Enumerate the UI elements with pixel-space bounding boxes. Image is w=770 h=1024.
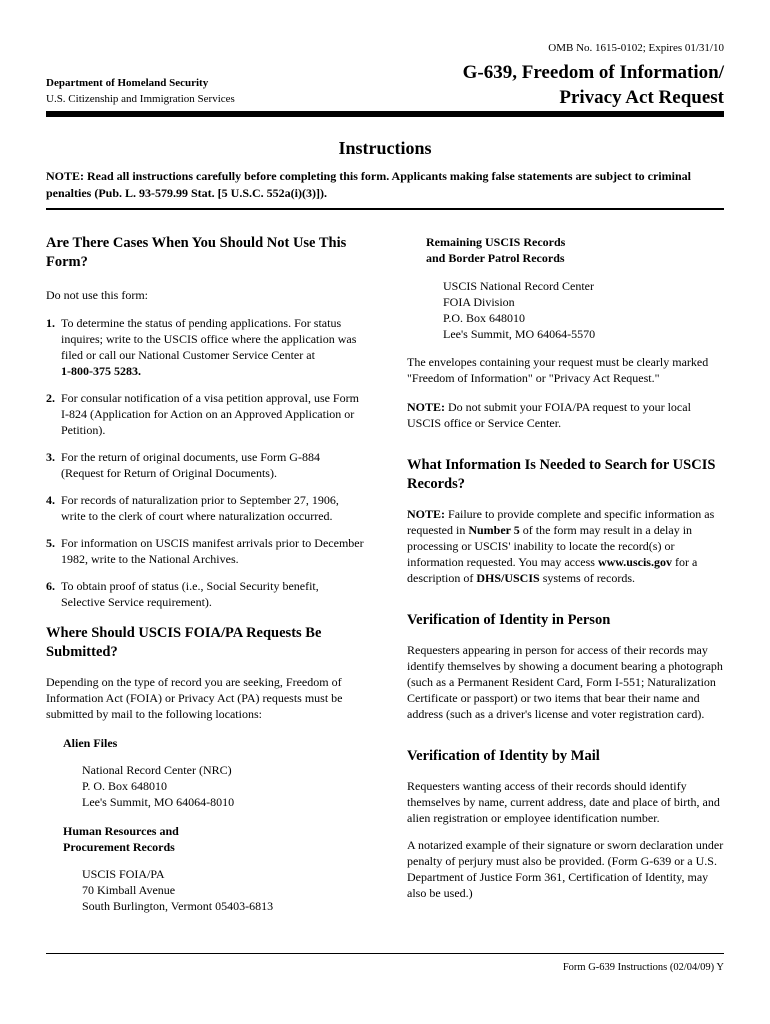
item-text: To determine the status of pending applications. For status inquires; write to the USCIS office where the application was filed or call our National Customer Service Center at 1-800-375 5283.: [61, 316, 357, 378]
alien-files-heading: Alien Files: [63, 736, 118, 750]
address-line: 70 Kimball Avenue: [82, 883, 176, 897]
address-line: P.O. Box 648010: [443, 311, 526, 325]
heading-identity-in-person: Verification of Identity in Person: [407, 612, 611, 628]
phone-number: 1-800-375 5283.: [61, 364, 141, 378]
address-line: National Record Center (NRC): [82, 763, 232, 777]
remaining-records-heading: Remaining USCIS Records and Border Patrol Records: [426, 235, 566, 265]
note-info-needed: NOTE: Failure to provide complete and specific information as requested in Number 5 of the form may result in a delay in processing or USCIS' inability to locate the record(s) or information requested. You may access www.uscis.gov for a description of DHS/USCIS systems of records.: [407, 507, 715, 585]
heading-info-needed: What Information Is Needed to Search for USCIS Records?: [407, 457, 716, 492]
footer-form-id: Form G-639 Instructions (02/04/09) Y: [562, 962, 724, 973]
list-item: [46, 535, 364, 567]
list-item: [46, 578, 364, 610]
heading-identity-by-mail: Verification of Identity by Mail: [407, 748, 600, 764]
form-title-line2: Privacy Act Request: [559, 87, 724, 108]
item-text: For records of naturalization prior to September 27, 1906, write to the clerk of court where naturalization occurred.: [61, 493, 339, 523]
department-block: [46, 75, 235, 107]
item-text: For consular notification of a visa petition approval, use Form I-824 (Application for Action on an Approved Application or Petition).: [61, 391, 359, 437]
item-text: For the return of original documents, use Form G-884 (Request for Return of Original Documents).: [61, 450, 320, 480]
uscis-website: www.uscis.gov: [597, 555, 672, 569]
envelope-text: The envelopes containing your request must be clearly marked "Freedom of Information" or "Privacy Act Request.": [407, 355, 709, 385]
address-line: Lee's Summit, MO 64064-5570: [443, 327, 596, 341]
item-number: 4.: [46, 493, 55, 507]
submit-text: Depending on the type of record you are seeking, Freedom of Information Act (FOIA) or Privacy Act (PA) requests must be submitted by mail to the following locations:: [46, 675, 343, 721]
item-number: 1.: [46, 316, 55, 330]
item-text: To obtain proof of status (i.e., Social Security benefit, Selective Service requirement).: [61, 579, 319, 609]
note-local-office: NOTE: Do not submit your FOIA/PA request to your local USCIS office or Service Center.: [407, 400, 691, 430]
remaining-records-address: [407, 278, 725, 342]
agency-name: U.S. Citizenship and Immigration Services: [46, 93, 235, 105]
left-column: [46, 234, 364, 914]
form-title-line1: G-639, Freedom of Information/: [462, 62, 724, 83]
item-number: 3.: [46, 450, 55, 464]
hr-records-address: [46, 866, 364, 914]
item-number: 5.: [46, 536, 55, 550]
hr-records-heading: Human Resources and Procurement Records: [63, 824, 179, 854]
not-use-intro: Do not use this form:: [46, 288, 148, 302]
address-line: USCIS National Record Center: [443, 279, 594, 293]
note-divider: [46, 208, 724, 210]
right-column: [407, 234, 725, 901]
heading-where-submit: Where Should USCIS FOIA/PA Requests Be Submitted?: [46, 625, 322, 660]
item-text: For information on USCIS manifest arrivals prior to December 1982, write to the National Archives.: [61, 536, 364, 566]
identity-in-person-text: Requesters appearing in person for access of their records may identify themselves by showing a document bearing a photograph (such as a Permanent Resident Card, Form I-551; Naturalization Certificate or passport) or two items that bear their name and address (such as a driver's license and voter registration card).: [407, 643, 723, 721]
form-title: [463, 60, 724, 110]
alien-files-address: [46, 762, 364, 810]
list-item: [46, 492, 364, 524]
address-line: South Burlington, Vermont 05403-6813: [82, 899, 274, 913]
list-item: [46, 449, 364, 481]
item-number: 6.: [46, 579, 55, 593]
address-line: P. O. Box 648010: [82, 779, 168, 793]
department-name: Department of Homeland Security: [46, 77, 209, 89]
address-line: FOIA Division: [443, 295, 515, 309]
address-line: Lee's Summit, MO 64064-8010: [82, 795, 235, 809]
omb-number: OMB No. 1615-0102; Expires 01/31/10: [548, 42, 724, 54]
footer-divider: [46, 953, 724, 954]
item-number: 2.: [46, 391, 55, 405]
list-item: [46, 390, 364, 438]
page-title: Instructions: [338, 138, 432, 158]
identity-by-mail-text: Requesters wanting access of their records should identify themselves by name, current address, date and place of birth, and alien registration or employee identification number.: [407, 779, 720, 825]
list-item: [46, 315, 364, 379]
header-divider: [46, 111, 724, 117]
top-note: NOTE: Read all instructions carefully before completing this form. Applicants making false statements are subject to criminal penalties (Pub. L. 93-579.99 Stat. [5 U.S.C. 552a(i)(3)]).: [46, 169, 691, 200]
address-line: USCIS FOIA/PA: [82, 867, 165, 881]
heading-not-use: Are There Cases When You Should Not Use This Form?: [46, 235, 347, 270]
notarized-text: A notarized example of their signature or sworn declaration under penalty of perjury must also be provided. (Form G-639 or a U.S. Department of Justice Form 361, Certification of Identity, may also be used.): [407, 838, 724, 900]
